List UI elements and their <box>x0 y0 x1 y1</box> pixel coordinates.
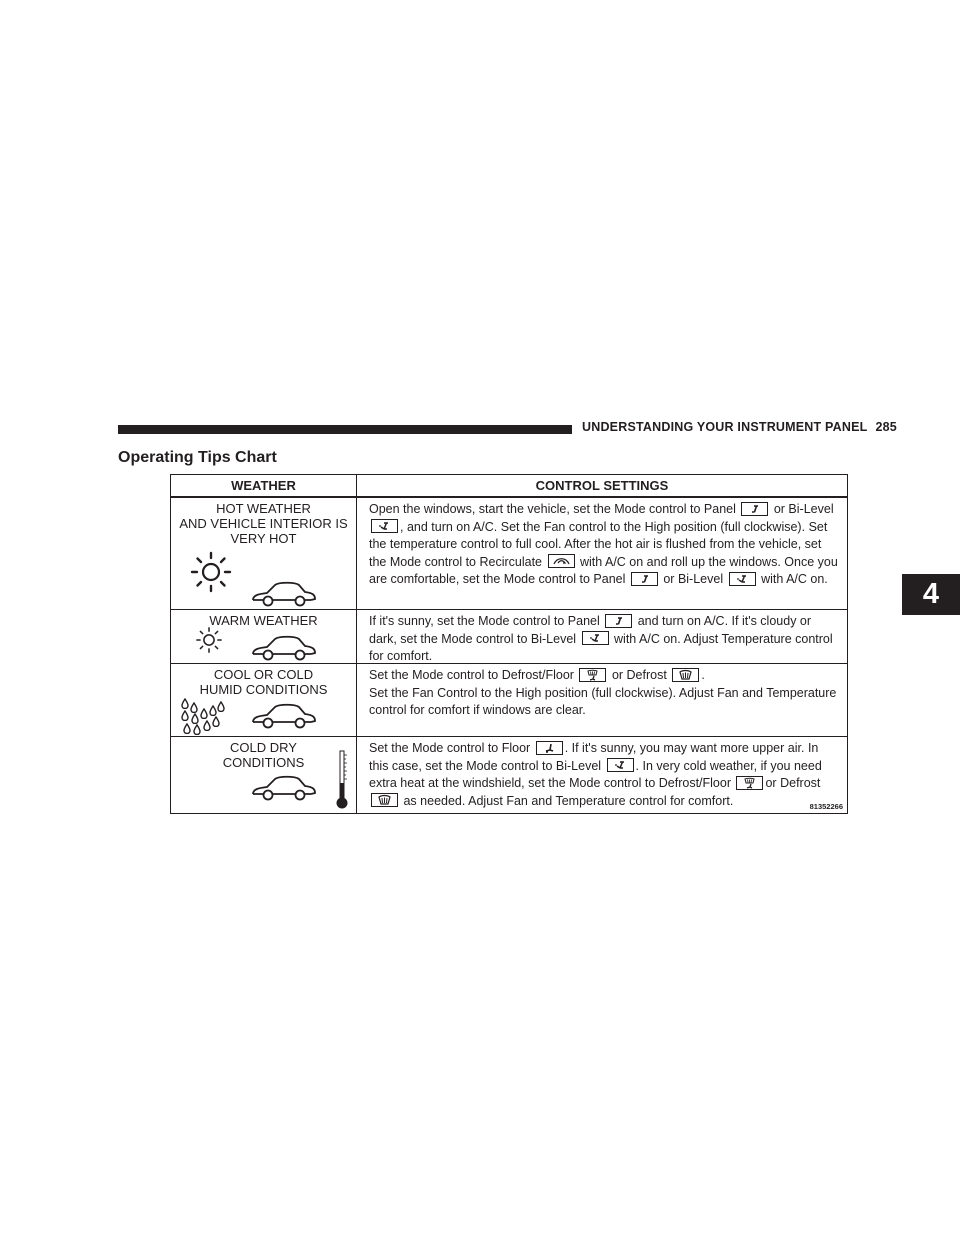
settings-text: or <box>765 776 777 790</box>
settings-text: Set the Mode control to Defrost/Floor <box>369 668 574 682</box>
bilevel-mode-icon <box>729 572 756 586</box>
settings-text: Set the temperature control to full cool. After the hot air is flushed from the vehicle, set the Mode control to Recirculate <box>369 519 828 569</box>
settings-text: or Bi-Level <box>773 502 834 516</box>
header-rule <box>118 425 572 434</box>
settings-text: with A/C on. Adjust Temperature control for comfort. <box>369 631 833 663</box>
section-title: UNDERSTANDING YOUR INSTRUMENT PANEL <box>582 420 868 434</box>
defrost-floor-mode-icon <box>736 776 763 790</box>
chapter-tab[interactable]: 4 <box>902 574 960 615</box>
settings-cell <box>357 664 847 736</box>
table-row-cold-dry <box>171 736 847 813</box>
running-header <box>582 420 897 434</box>
car-icon <box>251 634 317 662</box>
weather-label: COLD DRY CONDITIONS <box>222 740 305 770</box>
car-icon <box>251 774 317 802</box>
raindrops-icon <box>179 696 227 736</box>
settings-text: with A/C on and roll up the windows. <box>579 554 781 569</box>
settings-text: , and turn on A/C. Set the Fan control to the High position (full clockwise). <box>400 519 806 534</box>
settings-text: . In very cold weather, if you need extra heat at the windshield, set the Mode control to Defrost/Floor <box>369 758 822 790</box>
weather-cell <box>171 664 357 736</box>
weather-label: COOL OR COLD HUMID CONDITIONS <box>199 667 328 697</box>
bilevel-mode-icon <box>582 631 609 645</box>
settings-text: or Defrost <box>611 668 667 682</box>
settings-text: If it's sunny, set the Mode control to Panel <box>369 614 600 628</box>
panel-mode-icon <box>631 572 658 586</box>
car-icon <box>251 702 317 730</box>
settings-text: Once you are comfortable, set the Mode control to Panel <box>369 554 838 586</box>
panel-mode-icon <box>741 502 768 516</box>
settings-text: . If it's sunny, you may want more upper air. <box>564 741 805 755</box>
panel-mode-icon <box>605 614 632 628</box>
weather-cell <box>171 610 357 663</box>
page-title: Operating Tips Chart <box>118 449 277 466</box>
weather-cell <box>171 737 357 813</box>
weather-cell <box>171 498 357 609</box>
settings-text: with A/C on. <box>761 572 828 586</box>
sun-icon <box>189 550 233 594</box>
settings-text: Open the windows, start the vehicle, set the Mode control to Panel <box>369 502 736 516</box>
settings-text: In this case, set the Mode control to Bi-Level <box>369 741 819 773</box>
column-header-settings: CONTROL SETTINGS <box>535 478 669 493</box>
sun-icon <box>195 626 223 654</box>
recirculate-icon <box>548 554 575 568</box>
weather-label: HOT WEATHER AND VEHICLE INTERIOR IS VERY HOT <box>179 501 348 546</box>
settings-cell <box>357 498 847 609</box>
settings-text: Set the Fan Control to the High position (full clockwise). Adjust Fan and Temperature control for comfort if windows are clear. <box>369 685 837 717</box>
page-number: 285 <box>875 420 897 434</box>
bilevel-mode-icon <box>371 519 398 533</box>
table-header-row <box>171 475 847 497</box>
settings-text: Set the Mode control to Floor <box>369 741 531 755</box>
settings-cell <box>357 610 847 663</box>
defrost-mode-icon <box>371 793 398 807</box>
car-icon <box>251 580 317 608</box>
defrost-mode-icon <box>672 668 699 682</box>
settings-text: . <box>701 668 705 682</box>
settings-text: or Bi-Level <box>663 572 724 586</box>
settings-text: as needed. Adjust Fan and Temperature control for comfort. <box>403 793 734 808</box>
weather-label: WARM WEATHER <box>209 613 318 628</box>
settings-text: and turn on A/C. If it's cloudy or dark, set the Mode control to Bi-Level <box>369 614 812 646</box>
table-row-hot <box>171 497 847 609</box>
operating-tips-table <box>170 474 848 814</box>
settings-text: Defrost <box>780 776 821 790</box>
bilevel-mode-icon <box>607 758 634 772</box>
floor-mode-icon <box>536 741 563 755</box>
defrost-floor-mode-icon <box>579 668 606 682</box>
table-row-warm <box>171 609 847 663</box>
figure-code: 81352266 <box>809 802 843 811</box>
column-header-weather: WEATHER <box>171 475 357 496</box>
thermometer-icon <box>335 749 349 811</box>
table-row-cool-humid <box>171 663 847 736</box>
settings-cell <box>357 737 847 813</box>
